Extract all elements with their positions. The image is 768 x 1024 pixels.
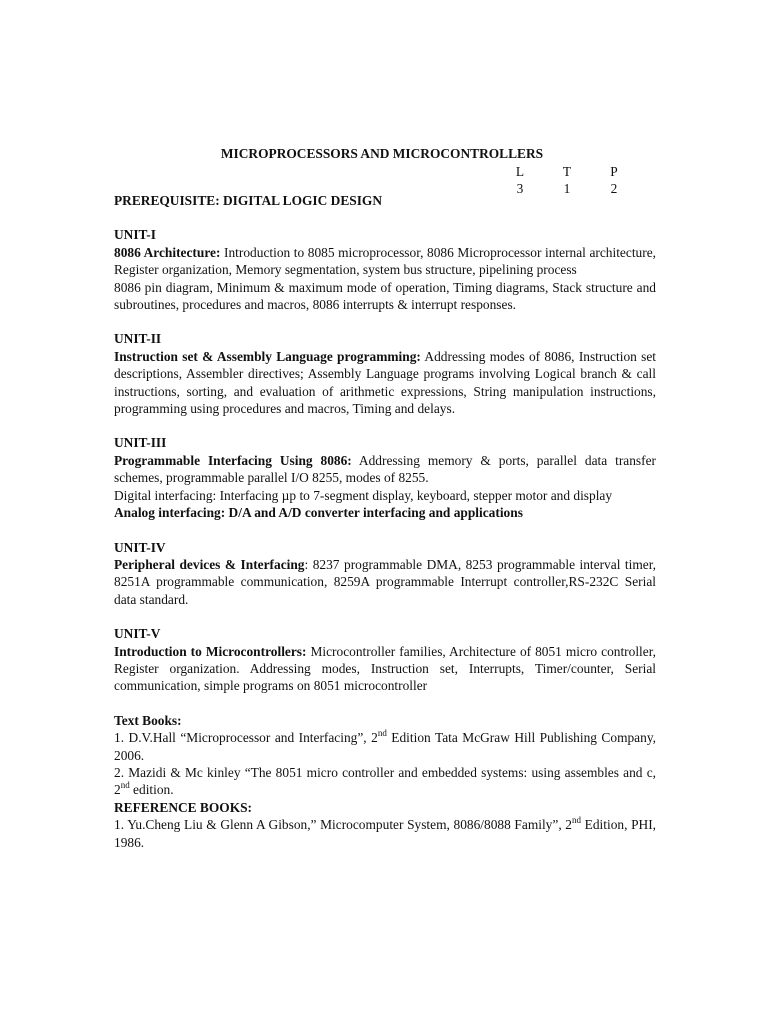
unit-paragraph — [114, 348, 656, 418]
unit-topic: 8086 Architecture: — [114, 244, 221, 260]
unit-paragraph: 8086 pin diagram, Minimum & maximum mode of operation, Timing diagrams, Stack structure and subroutines, procedures and macros, 8086 interrupts & interrupt responses. — [114, 279, 656, 313]
unit-5 — [114, 625, 656, 695]
unit-bold-line: Analog interfacing: D/A and A/D converter interfacing and applications — [114, 505, 523, 521]
reference-books-heading: REFERENCE BOOKS: — [114, 799, 253, 815]
unit-heading: UNIT-II — [114, 331, 162, 347]
unit-3 — [114, 434, 656, 521]
unit-2 — [114, 330, 656, 417]
unit-heading: UNIT-I — [114, 227, 156, 243]
unit-1 — [114, 226, 656, 313]
syllabus-body — [114, 192, 656, 851]
unit-4 — [114, 539, 656, 609]
unit-text: Introduction to 8085 microprocessor, 8086 Microprocessor internal architecture, Register organization, Memory segmentation, system bus structure, pipelining process — [114, 244, 656, 278]
unit-paragraph — [114, 452, 656, 487]
unit-text: Addressing memory & ports, parallel data transfer schemes, programmable parallel I/O 8255, modes of 8255. — [114, 452, 656, 486]
prerequisite: PREREQUISITE: DIGITAL LOGIC DESIGN — [114, 193, 383, 208]
unit-text: Microcontroller families, Architecture of 8051 micro controller, Register organization. Addressing modes, Instruction set, Interrupts, Timer/counter, Serial communication, simple programs on 8051 microcontroller — [114, 643, 656, 694]
ltp-header-l: L — [515, 164, 525, 179]
unit-topic: Instruction set & Assembly Language programming: — [114, 348, 421, 364]
unit-text: Addressing modes of 8086, Instruction set descriptions, Assembler directives; Assembly Language programs involving Logical branch & call instructions, sorting, and evaluation of arithmetic expressions, String manipulation instructions, programming using procedures and macros, Timing and delays. — [114, 348, 656, 417]
unit-topic: Introduction to Microcontrollers: — [114, 643, 307, 659]
unit-text: : 8237 programmable DMA, 8253 programmable interval timer, 8251A programmable communication, 8259A programmable Interrupt controller,RS-232C Serial data standard. — [114, 556, 656, 607]
text-book-1: 1. D.V.Hall “Microprocessor and Interfacing”, 2nd Edition Tata McGraw Hill Publishing Company, 2006. — [114, 728, 656, 763]
text-books-section — [114, 712, 656, 851]
ltp-header-p: P — [610, 164, 618, 179]
unit-paragraph: Digital interfacing: Interfacing µp to 7-segment display, keyboard, stepper motor and display — [114, 487, 613, 503]
unit-heading: UNIT-III — [114, 435, 167, 451]
unit-topic: Peripheral devices & Interfacing — [114, 556, 305, 572]
unit-topic: Programmable Interfacing Using 8086: — [114, 452, 352, 468]
reference-book-1: 1. Yu.Cheng Liu & Glenn A Gibson,” Microcomputer System, 8086/8088 Family”, 2nd Edition, PHI, 1986. — [114, 815, 657, 850]
unit-heading: UNIT-V — [114, 626, 161, 642]
course-title: MICROPROCESSORS AND MICROCONTROLLERS — [220, 146, 544, 161]
ltp-value-t: 1 — [563, 181, 571, 196]
unit-paragraph — [114, 244, 656, 279]
unit-heading: UNIT-IV — [114, 539, 166, 555]
ltp-header-t: T — [562, 164, 572, 179]
text-books-heading: Text Books: — [114, 712, 182, 728]
text-book-2: 2. Mazidi & Mc kinley “The 8051 micro controller and embedded systems: using assembles and c, 2nd edition. — [114, 764, 656, 798]
ltp-value-p: 2 — [610, 181, 618, 196]
unit-paragraph — [114, 643, 656, 695]
unit-paragraph — [114, 556, 656, 608]
ltp-value-l: 3 — [516, 181, 524, 196]
